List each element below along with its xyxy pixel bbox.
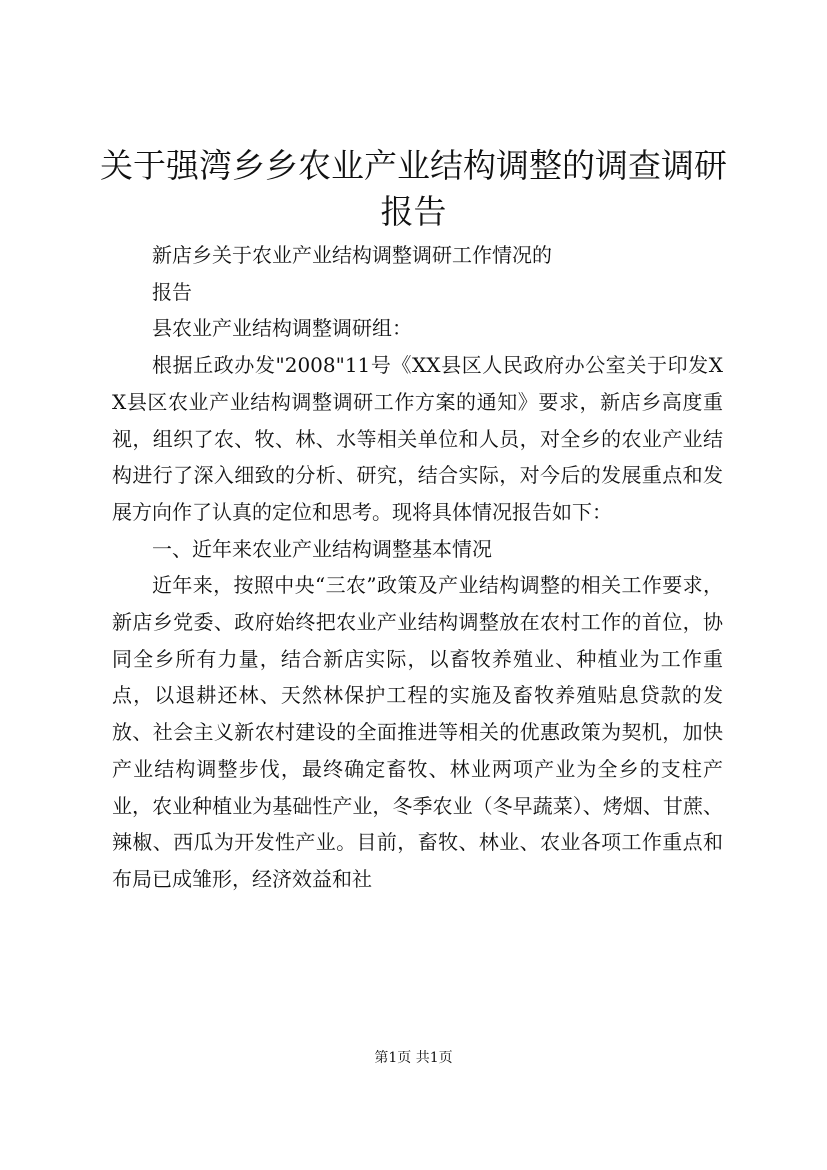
document-title: 关于强湾乡乡农业产业结构调整的调查调研报告	[100, 146, 727, 231]
body-paragraph: 根据丘政办发"2008"11号《XX县区人民政府办公室关于印发XX县区农业产业结构调整调研工作方案的通知》要求，新店乡高度重视，组织了农、牧、林、水等相关单位和人员，对全乡的农业产业结构进行了深入细致的分析、研究，结合实际，对今后的发展重点和发展方向作了认真的定位和思考。现将具体情况报告如下：	[112, 353, 723, 524]
section-heading: 一、近年来农业产业结构调整基本情况	[152, 536, 492, 561]
body-paragraph: 报告	[152, 279, 192, 304]
body-paragraph: 近年来，按照中央“三农”政策及产业结构调整的相关工作要求，新店乡党委、政府始终把农业产业结构调整放在农村工作的首位，协同全乡所有力量，结合新店实际，以畜牧养殖业、种植业为工作重点，以退耕还林、天然林保护工程的实施及畜牧养殖贴息贷款的发放、社会主义新农村建设的全面推进等相关的优惠政策为契机，加快产业结构调整步伐，最终确定畜牧、林业两项产业为全乡的支柱产业，农业种植业为基础性产业，冬季农业（冬早蔬菜）、烤烟、甘蔗、辣椒、西瓜为开发性产业。目前，畜牧、林业、农业各项工作重点和布局已成雏形，经济效益和社	[112, 573, 723, 891]
document-body	[112, 237, 723, 898]
page-footer: 第1页 共1页	[374, 1050, 453, 1066]
body-paragraph: 新店乡关于农业产业结构调整调研工作情况的	[152, 243, 552, 267]
body-paragraph: 县农业产业结构调整调研组：	[152, 316, 412, 341]
